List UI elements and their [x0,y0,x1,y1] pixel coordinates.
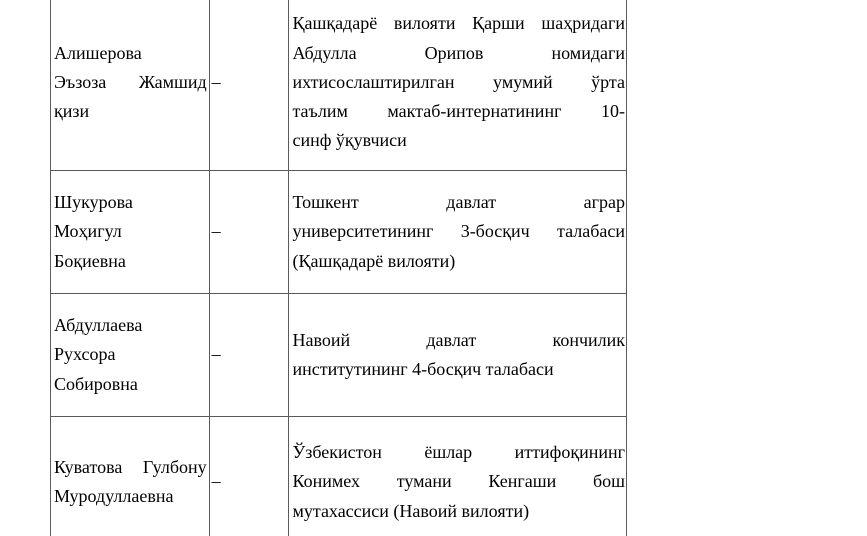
person-name-cell [51,294,210,417]
table-row [51,171,627,294]
name-line: Муродуллаевна [54,486,174,506]
name-line: Алишерова [54,42,142,63]
description-line: Абдулла Орипов номидаги [292,42,625,63]
name-line: Моҳигул [54,221,122,242]
table-row [51,0,627,171]
person-name-cell [51,417,210,536]
description-line: институтининг 4-босқич талабаси [292,359,554,379]
description-line: Тошкент давлат аграр [292,192,625,213]
name-line: қизи [54,101,90,122]
name-line: Куватова Гулбону [54,456,207,477]
dash-cell: – [209,417,289,536]
position-description-cell [289,171,627,294]
description-line: мутахассиси (Навоий вилояти) [292,500,530,521]
description-line: Ўзбекистон ёшлар иттифоқининг [292,442,625,463]
table-row [51,417,627,536]
description-line: Конимех тумани Кенгаши бош [292,471,625,492]
position-description-cell [289,0,627,171]
description-line: университетининг 3-босқич талабаси [292,221,625,242]
name-line: Абдуллаева [54,315,143,336]
name-line: Рухсора [54,344,116,365]
name-line: Собировна [54,373,138,394]
name-line: Боқиевна [54,250,126,271]
dash-cell: – [209,0,289,171]
name-line: Эъзоза Жамшид [54,71,207,92]
appointees-table [50,0,627,536]
position-description-cell [289,294,627,417]
document-table-container [50,0,627,536]
person-name-cell [51,0,210,171]
description-line: синф ўқувчиси [292,130,407,151]
description-line: таълим мактаб-интернатининг 10- [292,101,625,122]
description-line: (Қашқадарё вилояти) [292,250,456,271]
description-line: Қашқадарё вилояти Қарши шаҳридаги [292,13,625,34]
description-line: Навоий давлат кончилик [292,329,625,350]
person-name-cell [51,171,210,294]
dash-cell: – [209,294,289,417]
table-row [51,294,627,417]
description-line: ихтисослаштирилган умумий ўрта [292,71,625,92]
dash-cell: – [209,171,289,294]
position-description-cell [289,417,627,536]
name-line: Шукурова [54,192,133,213]
